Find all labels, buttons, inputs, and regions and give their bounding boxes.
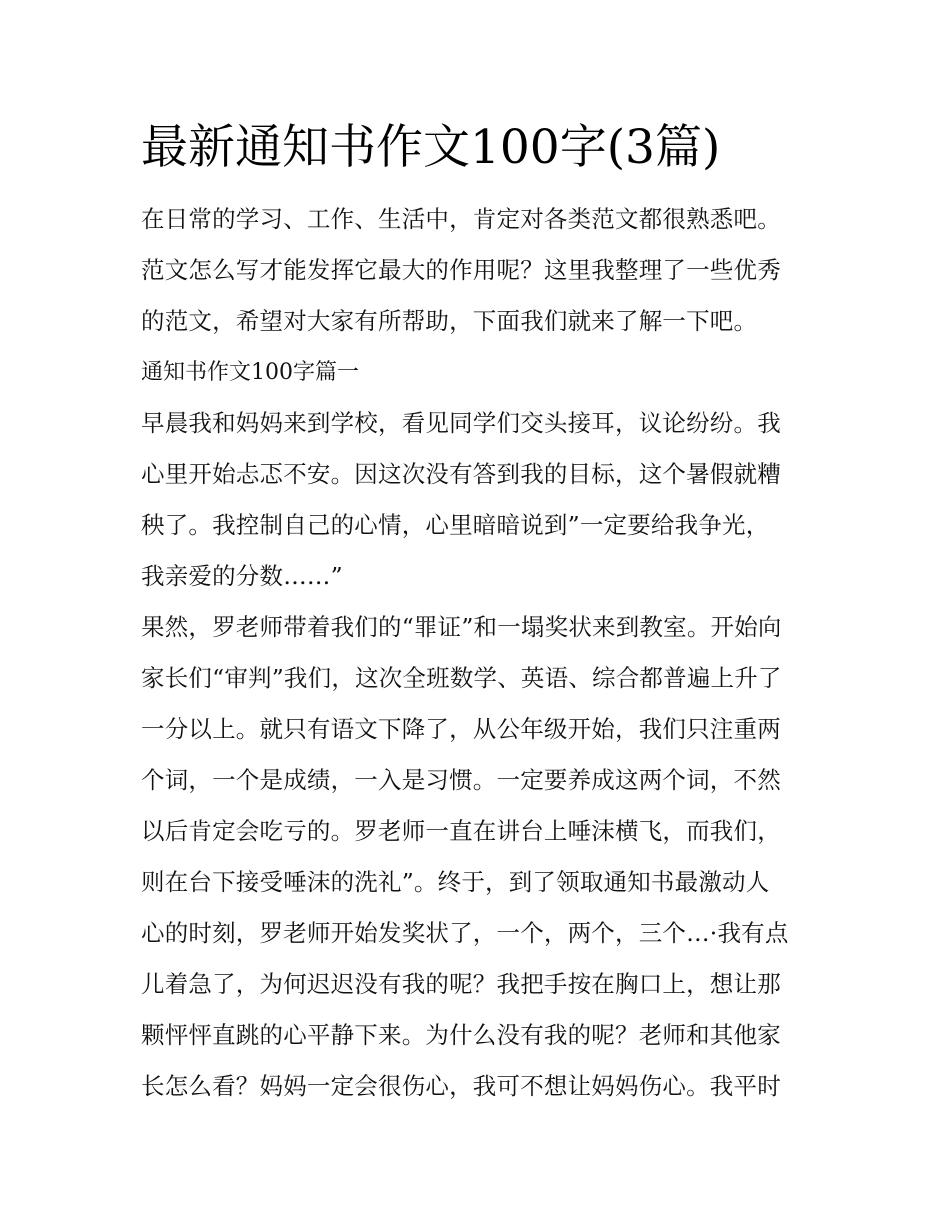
paragraph-line: 以后肯定会吃亏的。罗老师一直在讲台上唾沫横飞，而我们， (141, 817, 781, 845)
intro-line: 范文怎么写才能发挥它最大的作用呢？这里我整理了一些优秀 (141, 256, 781, 284)
paragraph-line: 家长们“审判”我们，这次全班数学、英语、综合都普遍上升了 (141, 664, 782, 692)
paragraph-line: 则在台下接受唾沫的洗礼”。终于，到了领取通知书最激动人 (141, 868, 770, 896)
paragraph-2 (141, 602, 821, 1112)
paragraph-line: 儿着急了，为何迟迟没有我的呢？我把手按在胸口上，想让那 (141, 970, 781, 998)
intro-paragraph (141, 194, 821, 347)
paragraph-line: 颗怦怦直跳的心平静下来。为什么没有我的呢？老师和其他家 (141, 1021, 781, 1049)
document-body (141, 116, 821, 1112)
intro-line: 在日常的学习、工作、生活中，肯定对各类范文都很熟悉吧。 (141, 205, 781, 233)
paragraph-line: 个词，一个是成绩，一入是习惯。一定要养成这两个词，不然 (141, 766, 781, 794)
paragraph-line: 心里开始忐忑不安。因这次没有答到我的目标，这个暑假就糟 (141, 460, 781, 488)
section-heading: 通知书作文100字篇一 (141, 360, 359, 385)
paragraph-line: 我亲爱的分数……” (141, 562, 343, 590)
paragraph-line: 果然，罗老师带着我们的“罪证”和一塌奖状来到教室。开始向 (141, 613, 782, 641)
paragraph-line: 秧了。我控制自己的心情，心里暗暗说到”一定要给我争光， (141, 511, 770, 539)
paragraph-line: 早晨我和妈妈来到学校，看见同学们交头接耳，议论纷纷。我 (141, 409, 781, 437)
paragraph-1 (141, 398, 821, 602)
document-title: 最新通知书作文100字(3篇) (141, 120, 721, 175)
paragraph-line: 一分以上。就只有语文下降了，从公年级开始，我们只注重两 (141, 715, 781, 743)
paragraph-line: 长怎么看？妈妈一定会很伤心，我可不想让妈妈伤心。我平时 (141, 1072, 781, 1100)
intro-line: 的范文，希望对大家有所帮助，下面我们就来了解一下吧。 (141, 307, 758, 335)
paragraph-line: 心的时刻，罗老师开始发奖状了，一个，两个，三个…·我有点 (141, 919, 789, 947)
